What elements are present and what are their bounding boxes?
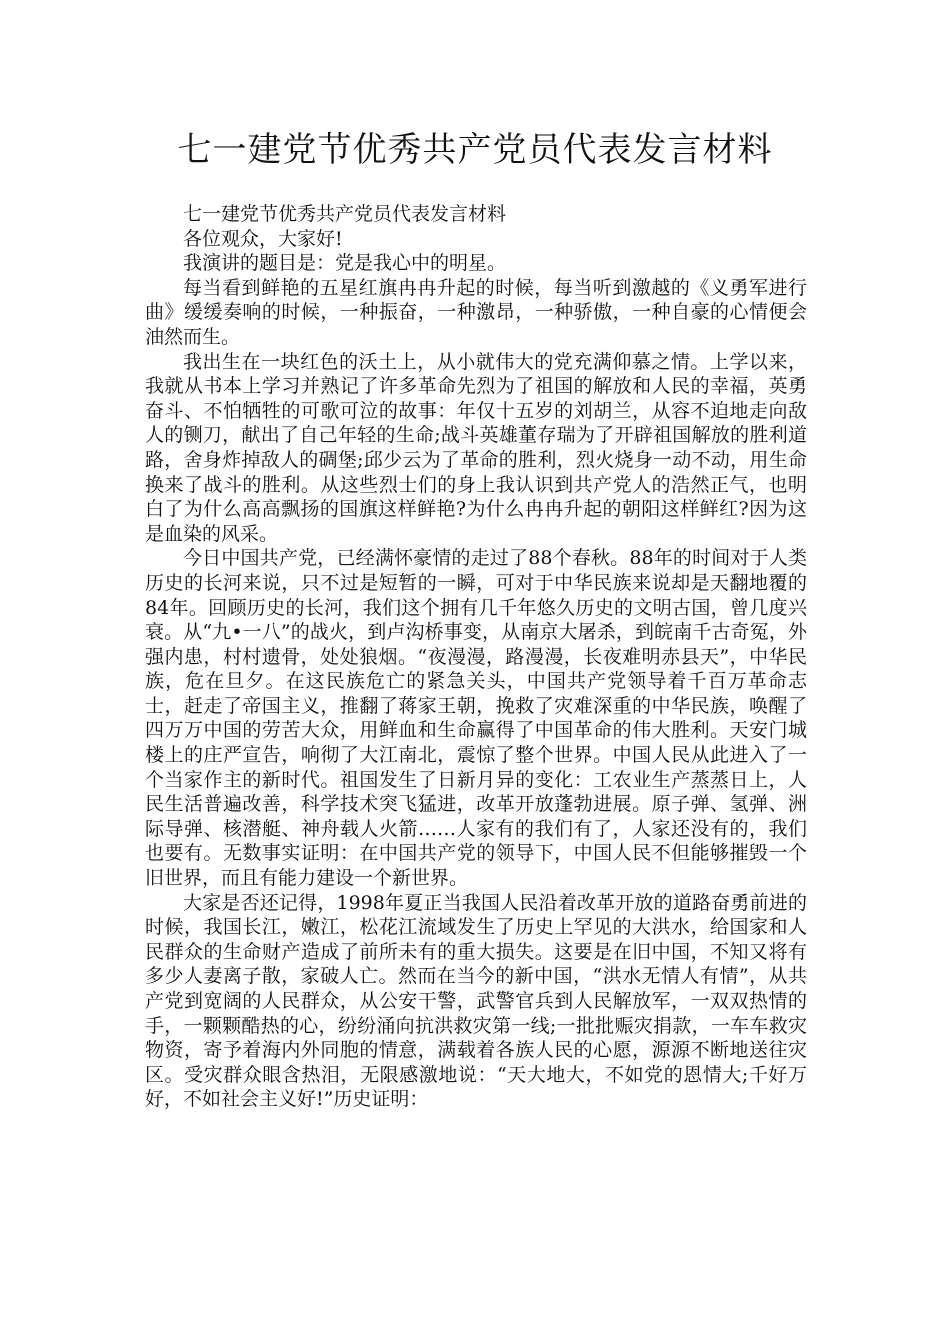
paragraph: 七一建党节优秀共产党员代表发言材料 xyxy=(183,203,507,225)
paragraph: 我演讲的题目是：党是我心中的明星。 xyxy=(183,252,507,275)
document-body xyxy=(145,202,807,1112)
paragraph: 我出生在一块红色的沃土上，从小就伟大的党充满仰慕之情。上学以来，我就从书本上学习并熟记了许多革命先烈为了祖国的解放和人民的幸福，英勇奋斗、不怕牺牲的可歌可泣的故事：年仅十五岁的刘胡兰，从容不迫地走向敌人的铡刀，献出了自己年轻的生命;战斗英雄董存瑞为了开辟祖国解放的胜利道路，舍身炸掉敌人的碉堡;邱少云为了革命的胜利，烈火烧身一动不动，用生命换来了战斗的胜利。从这些烈士们的身上我认识到共产党人的浩然正气，也明白了为什么高高飘扬的国旗这样鲜艳?为什么冉冉升起的朝阳这样鲜红?因为这是血染的风采。 xyxy=(145,350,807,545)
paragraph: 今日中国共产党，已经满怀豪情的走过了88个春秋。88年的时间对于人类历史的长河来说，只不过是短暂的一瞬，可对于中华民族来说却是天翻地覆的84年。回顾历史的长河，我们这个拥有几千年悠久历史的文明古国，曾几度兴衰。从“九•一八”的战火，到卢沟桥事变，从南京大屠杀，到皖南千古奇冤，外强内患，村村遗骨，处处狼烟。“夜漫漫，路漫漫，长夜难明赤县天”，中华民族，危在旦夕。在这民族危亡的紧急关头，中国共产党领导着千百万革命志士，赶走了帝国主义，推翻了蒋家王朝，挽救了灾难深重的中华民族，唤醒了四万万中国的劳苦大众，用鲜血和生命赢得了中国革命的伟大胜利。天安门城楼上的庄严宣告，响彻了大江南北，震惊了整个世界。中国人民从此进入了一个当家作主的新时代。祖国发生了日新月异的变化：工农业生产蒸蒸日上，人民生活普遍改善，科学技术突飞猛进，改革开放蓬勃进展。原子弹、氢弹、洲际导弹、核潜艇、神舟载人火箭……人家有的我们有了，人家还没有的，我们也要有。无数事实证明：在中国共产党的领导下，中国人民不但能够摧毁一个旧世界，而且有能力建设一个新世界。 xyxy=(145,547,807,890)
paragraph: 大家是否还记得，1998年夏正当我国人民沿着改革开放的道路奋勇前进的时候，我国长江，嫩江，松花江流域发生了历史上罕见的大洪水，给国家和人民群众的生命财产造成了前所未有的重大损失。这要是在旧中国，不知又将有多少人妻离子散，家破人亡。然而在当今的新中国，“洪水无情人有情”，从共产党到宽阔的人民群众，从公安干警，武警官兵到人民解放军，一双双热情的手，一颗颗酷热的心，纷纷涌向抗洪救灾第一线;一批批赈灾捐款，一车车救灾物资，寄予着海内外同胞的情意，满载着各族人民的心愿，源源不断地送往灾区。受灾群众眼含热泪，无限感激地说：“天大地大，不如党的恩情大;千好万好，不如社会主义好!”历史证明： xyxy=(145,891,807,1111)
paragraph: 每当看到鲜艳的五星红旗冉冉升起的时候，每当听到激越的《义勇军进行曲》缓缓奏响的时候，一种振奋，一种激昂，一种骄傲，一种自豪的心情便会油然而生。 xyxy=(145,276,807,348)
document-title: 七一建党节优秀共产党员代表发言材料 xyxy=(177,130,773,170)
paragraph: 各位观众，大家好! xyxy=(183,227,343,250)
